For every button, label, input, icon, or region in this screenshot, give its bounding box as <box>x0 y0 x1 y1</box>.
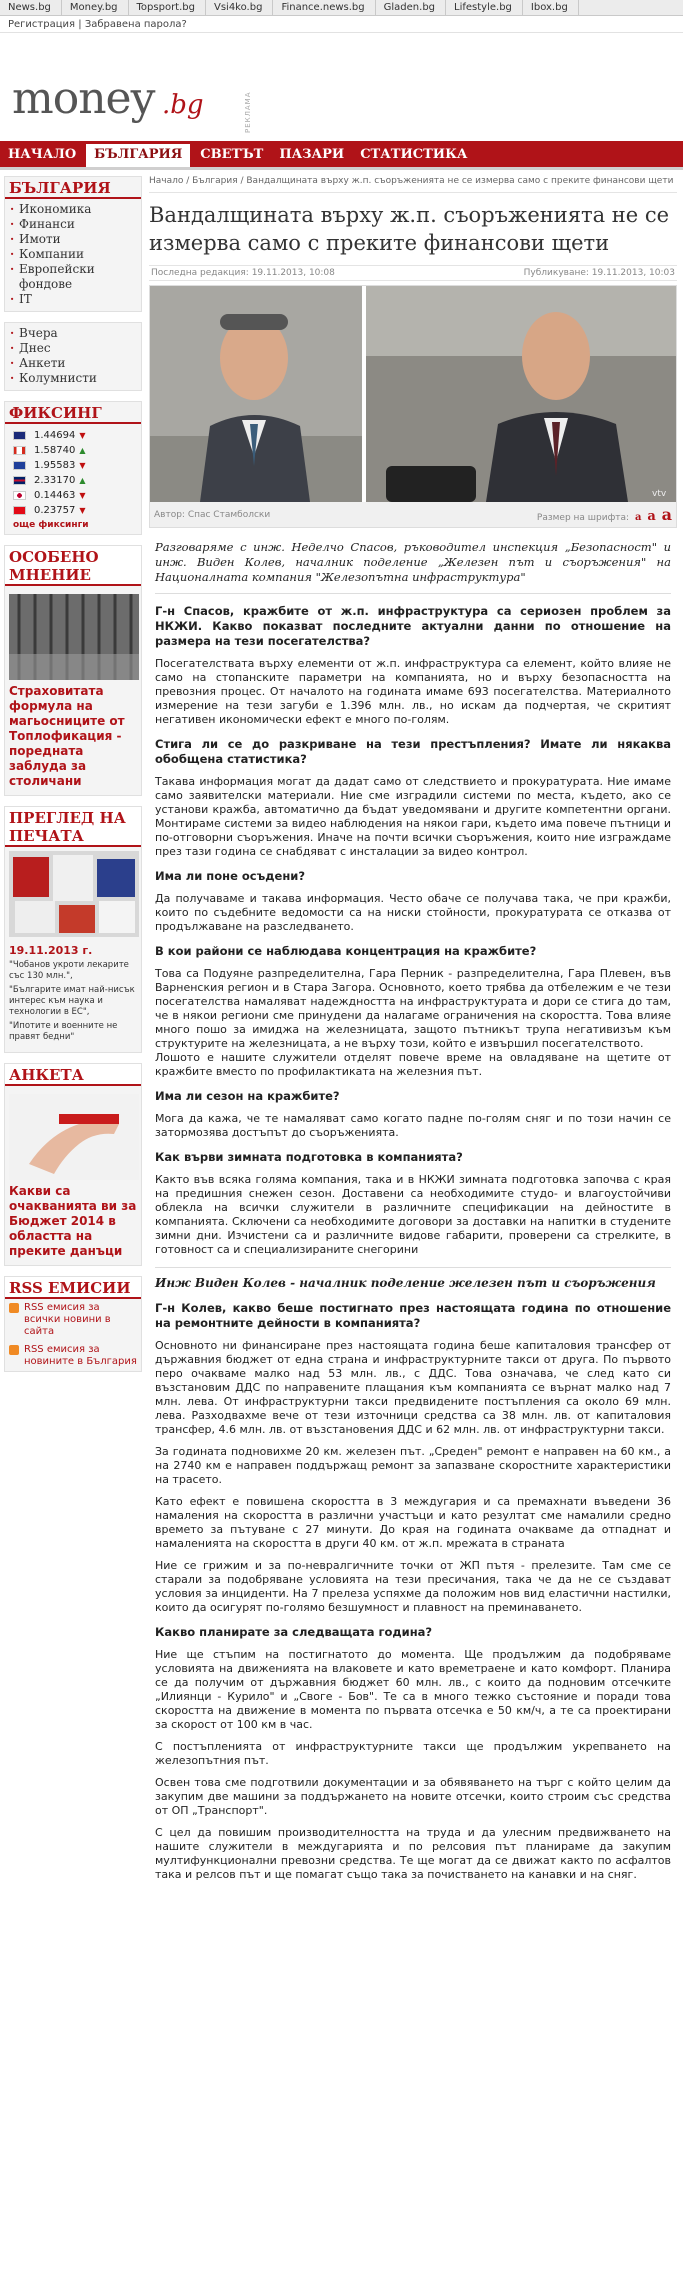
article-answer: Като ефект е повишена скоростта в 3 междугария и са премахнати въведени 36 намаления на скоростта в различни участъци и като резултат сме намалили средно времето за пътуване с 27 минути. До края на годината очакваме да отпаднат и намаленията на скоростта в други 40 км. от ж.п. мрежата в страната <box>155 1495 671 1550</box>
opinion-headline[interactable]: Страховитата формула на магьосниците от Топлофикация - поредната заблуда за столичани <box>9 684 125 788</box>
photo-footer <box>150 502 676 527</box>
forgot-password-link[interactable]: Забравена парола? <box>84 19 187 30</box>
nav-markets[interactable]: ПАЗАРИ <box>279 147 345 162</box>
trend-down-icon: ▼ <box>79 491 86 500</box>
article-answer: За годината подновихме 20 км. железен път. „Среден" ремонт е направен на 60 км., а на 2740 км е направен поддържащ ремонт за запазване скоростните характеристики на трасето. <box>155 1445 671 1486</box>
poll-box <box>4 1063 142 1266</box>
fixing-row <box>5 458 141 473</box>
press-quote: "Ипотите и военните не правят бедни" <box>9 1021 118 1042</box>
font-size-medium[interactable]: a <box>647 509 656 524</box>
article-meta <box>149 265 677 281</box>
press-image[interactable] <box>9 851 139 937</box>
main-nav <box>0 141 683 167</box>
article-answer: Ние ще стъпим на постигнатото до момента. Ще продължим да подобряваме условията на движенията на влаковете и като времетраене и като комфорт. Планира се да получим от държавния бюджет 60 млн. лв., с които да подновим отсечките „Илиянци - Курило" и „Своге - Бов". Те са в много тежко състояние и поради това скоростта на движение в момента по първата отсечка е 50 км/ч, а те са проектирани за скорост от 100 км в час. <box>155 1648 671 1731</box>
trend-down-icon: ▼ <box>79 431 86 440</box>
rss-item[interactable] <box>5 1299 141 1341</box>
flag-ca-icon <box>13 446 26 455</box>
flag-gb-icon <box>13 476 26 485</box>
article-body <box>149 540 677 1882</box>
published-date: Публикуване: 19.11.2013, 10:03 <box>523 268 675 278</box>
article-answer: Да получаваме и такава информация. Често обаче се получава така, че при кражби, които по съдебните ведомости са на ниски стойности, прокуратурата се отказва от продължаване на разследването. <box>155 892 671 933</box>
category-item[interactable]: · Имоти <box>9 232 137 247</box>
article-question: Г-н Спасов, кражбите от ж.п. инфраструктура са сериозен проблем за НКЖИ. Какво показват последните актуални данни по отношение на размера на тези посегателства? <box>155 604 671 648</box>
font-size-small[interactable]: a <box>634 512 642 523</box>
fixing-row <box>5 443 141 458</box>
photo-right <box>366 286 676 502</box>
press-quote: "Българите имат най-нисък интерес към наука и технологии в ЕС", <box>9 985 135 1017</box>
press-box <box>4 806 142 1053</box>
article-answer: Освен това сме подготвили документации и за обявяването на търг с който целим да закупим две машини за поддържането на новите отсечки, които строим със средства от ОП „Транспорт". <box>155 1776 671 1817</box>
poll-image[interactable] <box>9 1094 139 1180</box>
article-question: В кои райони се наблюдава концентрация на кражбите? <box>155 944 537 958</box>
rss-title: RSS ЕМИСИИ <box>5 1277 141 1299</box>
category-item[interactable]: · Компании <box>9 247 137 262</box>
user-bar-separator: | <box>78 19 85 30</box>
flag-tr-icon <box>13 506 26 515</box>
flag-eu-icon <box>13 461 26 470</box>
time-link[interactable]: · Анкети <box>9 356 137 371</box>
photo-left <box>150 286 362 502</box>
nav-bulgaria[interactable]: БЪЛГАРИЯ <box>86 144 190 167</box>
nav-statistics[interactable]: СТАТИСТИКА <box>360 147 468 162</box>
category-title: БЪЛГАРИЯ <box>5 177 141 199</box>
category-box <box>4 176 142 312</box>
category-item[interactable]: · Финанси <box>9 217 137 232</box>
category-item[interactable]: · IT <box>9 292 137 307</box>
nav-world[interactable]: СВЕТЪТ <box>200 147 264 162</box>
article-question: Какво планирате за следващата година? <box>155 1625 433 1639</box>
sidebar <box>0 170 142 1890</box>
trend-up-icon: ▲ <box>79 446 86 455</box>
portal-link-finance[interactable]: Finance.news.bg <box>273 0 375 16</box>
article-answer: Това са Подуяне разпределителна, Гара Перник - разпределителна, Гара Плевен, във Варненския регион и в Стара Загора. Основното, което трябва да отбележим е че тези посегателства намаляват надеждността на инфраструктурата и дори се стига до там, че в някои региони сме принудени да налагаме ограничения на скоростта. Това влияе много пошо за имиджа на железницата, защото пътникът трупа негативизъм към структурите на железницата, а не върху този, който е извършил посегателството. Лошото е нашите служители отделят повече време на овладяване на щетите от кражбите вместо по профилактиката на железния път. <box>155 967 671 1078</box>
article-question: Стига ли се до разкриване на тези престъпления? Имате ли някаква обобщена статистика? <box>155 737 671 766</box>
article-blocks <box>155 604 671 1882</box>
fixing-value: 1.58740 <box>34 445 76 456</box>
fixing-value: 1.44694 <box>34 430 76 441</box>
register-link[interactable]: Регистрация <box>8 19 76 30</box>
trend-down-icon: ▼ <box>79 461 86 470</box>
rss-box <box>4 1276 142 1372</box>
user-bar <box>0 16 683 33</box>
fixing-row <box>5 428 141 443</box>
article-title: Вандалщината върху ж.п. съоръженията не се измерва само с преките финансови щети <box>149 203 670 255</box>
portal-link-vsi4ko[interactable]: Vsi4ko.bg <box>206 0 273 16</box>
rss-item-label: RSS емисия за всички новини в сайта <box>24 1302 111 1337</box>
flag-jp-icon <box>13 491 26 500</box>
font-size-control <box>537 505 672 524</box>
more-fixing-link[interactable]: още фиксинги <box>13 520 89 530</box>
portal-link-topsport[interactable]: Topsport.bg <box>129 0 206 16</box>
opinion-image[interactable] <box>9 594 139 680</box>
portal-link-moneybg[interactable]: Money.bg <box>62 0 129 16</box>
site-header <box>0 33 683 141</box>
article-answer: С постъпленията от инфраструктурните такси ще продължим укрепването на железопътния път. <box>155 1740 671 1767</box>
fixing-value: 2.33170 <box>34 475 76 486</box>
article-answer: Посегателствата върху елементи от ж.п. инфраструктура са елемент, който влияе не само на стопанските параметри на компанията, но и върху безопасността на превозния процес. От началото на годината имаме 693 посегателства. Материалното измерение на тези загуби е 1.396 млн. лв., но искам да подчертая, че скритият негативен икономически ефект е много по-голям. <box>155 657 671 726</box>
fixing-row <box>5 503 141 518</box>
press-quote: "Чобанов укроти лекарите със 130 млн.", <box>9 960 129 981</box>
fixing-row <box>5 473 141 488</box>
category-list <box>5 199 141 311</box>
category-item[interactable]: · Икономика <box>9 202 137 217</box>
rss-icon <box>9 1345 19 1355</box>
trend-down-icon: ▼ <box>79 506 86 515</box>
time-link[interactable]: · Вчера <box>9 326 137 341</box>
portal-link-lifestyle[interactable]: Lifestyle.bg <box>446 0 523 16</box>
last-edit-date: Последна редакция: 19.11.2013, 10:08 <box>151 268 335 278</box>
rss-icon <box>9 1303 19 1313</box>
article-answer: Основното ни финансиране през настоящата година беше капиталовия трансфер от държавния бюджет от една страна и инфраструктурните такси от друга. По първото перо очакваме малко над 53 млн. лв., с ДДС. Това означава, че след като си възстановим ДДС по направените плащания към компанията се върнат малко над 7 млн. лева. От инфраструктурни такси предвидените постъпления са около 69 млн. лева. Разходвахме вече от тези източници средства са 38 млн. лв. от капиталовия трансфер, 4.6 млн. лв. от възстановения ДДС и 62 млн. лв. от инфраструктурни такси. <box>155 1339 671 1436</box>
flag-au-icon <box>13 431 26 440</box>
trend-up-icon: ▲ <box>79 476 86 485</box>
opinion-box <box>4 545 142 796</box>
time-links <box>5 323 141 390</box>
article-photo <box>149 285 677 528</box>
article-question: Г-н Колев, какво беше постигнато през настоящата година по отношение на ремонтните дейности в компанията? <box>155 1301 671 1330</box>
svg-text:vtv: vtv <box>652 489 667 499</box>
opinion-title: ОСОБЕНО МНЕНИЕ <box>5 546 141 586</box>
fixing-value: 0.14463 <box>34 490 76 501</box>
svg-text:money: money <box>12 73 155 124</box>
article-answer: Ние се грижим и за по-невралгичните точки от ЖП пътя - прелезите. Там сме се старали за подобряване условията на тези пресичания, така че да не се създават условия за инциденти. На 7 прелеза успяхме да положим нов вид еластични настилки, които да осигурят по-голямо безшумност и плавност на преминаването. <box>155 1559 671 1614</box>
fixing-value: 1.95583 <box>34 460 76 471</box>
time-link[interactable]: · Колумнисти <box>9 371 137 386</box>
photo-author: Автор: Спас Стамболски <box>154 509 271 520</box>
article-subheading: Инж Виден Колев - началник поделение железен път и съоръжения <box>155 1267 671 1291</box>
article-lead: Разговаряме с инж. Неделчо Спасов, ръководител инспекция „Безопасност" и инж. Виден Колев, началник поделение „Железен път и съоръжения" на Националната компания "Железопътна инфраструктура" <box>155 540 671 594</box>
portal-link-ibox[interactable]: Ibox.bg <box>523 0 579 16</box>
press-date: 19.11.2013 г. <box>9 944 93 957</box>
nav-home[interactable]: НАЧАЛО <box>8 147 77 162</box>
breadcrumb[interactable]: Начало / България / Вандалщината върху ж.п. съоръженията не се измерва само с преките финансови щети <box>149 176 677 193</box>
svg-text:.bg: .bg <box>162 90 204 120</box>
fixing-value: 0.23757 <box>34 505 76 516</box>
press-quotes[interactable] <box>5 960 141 1052</box>
article-answer: Такава информация могат да дадат само от следствието и прокуратурата. Ние имаме само заявителски материали. Ние сме изградили системи по места, където, ако се установи кражба, автоматично да бъдат уведомявани и другите компетентни органи. Монтираме системи за видео наблюдения на някои гари, където има повече пътници и по-отговорни съоръжения. Иначе на почти всички съоръжения, които ние изграждаме през тази година се снабдяват с инсталации за видео контрол. <box>155 775 671 858</box>
rss-item-label: RSS емисия за новините в България <box>24 1344 137 1367</box>
money-bg-logo[interactable] <box>10 63 240 133</box>
article-answer: С цел да повишим производителността на труда и да улесним предвижването на нашите служители в междугарията и по релсовия път планираме да закупим мултифункционални превозни средства. Те ще могат да се движат както по асфалтов така и релсов път и ще помагат също така за почистването на канавки и на сняг. <box>155 1826 671 1881</box>
article-answer: Мога да кажа, че те намаляват само когато падне по-голям сняг и по този начин се затормозява достъпът до съоръженията. <box>155 1112 671 1139</box>
fixing-row <box>5 488 141 503</box>
font-size-label: Размер на шрифта: <box>536 513 630 523</box>
poll-headline[interactable]: Какви са очакванията ви за Бюджет 2014 в областта на преките данъци <box>9 1184 137 1258</box>
article-answer: Както във всяка голяма компания, така и в НКЖИ зимната подготовка започва с края на предишния снежен сезон. Доставени са необходимите студо- и влагоустойчиви облекла на всички служители в различните спецификации на дейностите в компанията. Сключени са необходимите договори за доставки на напитки в студените зимни дни. Изчистени са и различните видове габарити, проверени са стрелките, в готовност са и специализираните снегорини <box>155 1173 671 1256</box>
poll-title: АНКЕТА <box>5 1064 141 1086</box>
ad-label: РЕКЛАМА <box>244 91 252 133</box>
portal-nav <box>0 0 683 16</box>
article-question: Има ли поне осъдени? <box>155 869 305 883</box>
portal-link-gladen[interactable]: Gladen.bg <box>376 0 446 16</box>
article-question: Как върви зимната подготовка в компанията? <box>155 1150 463 1164</box>
time-link[interactable]: · Днес <box>9 341 137 356</box>
article <box>149 170 677 1890</box>
fixing-box <box>4 401 142 535</box>
press-title: ПРЕГЛЕД НА ПЕЧАТА <box>5 807 141 847</box>
rss-item[interactable] <box>5 1341 141 1371</box>
category-item[interactable]: · Европейски фондове <box>9 262 137 292</box>
article-question: Има ли сезон на кражбите? <box>155 1089 340 1103</box>
portal-link-newsbg[interactable]: News.bg <box>0 0 62 16</box>
font-size-large[interactable]: a <box>661 505 672 524</box>
fixing-title: ФИКСИНГ <box>5 402 141 424</box>
time-links-box <box>4 322 142 391</box>
